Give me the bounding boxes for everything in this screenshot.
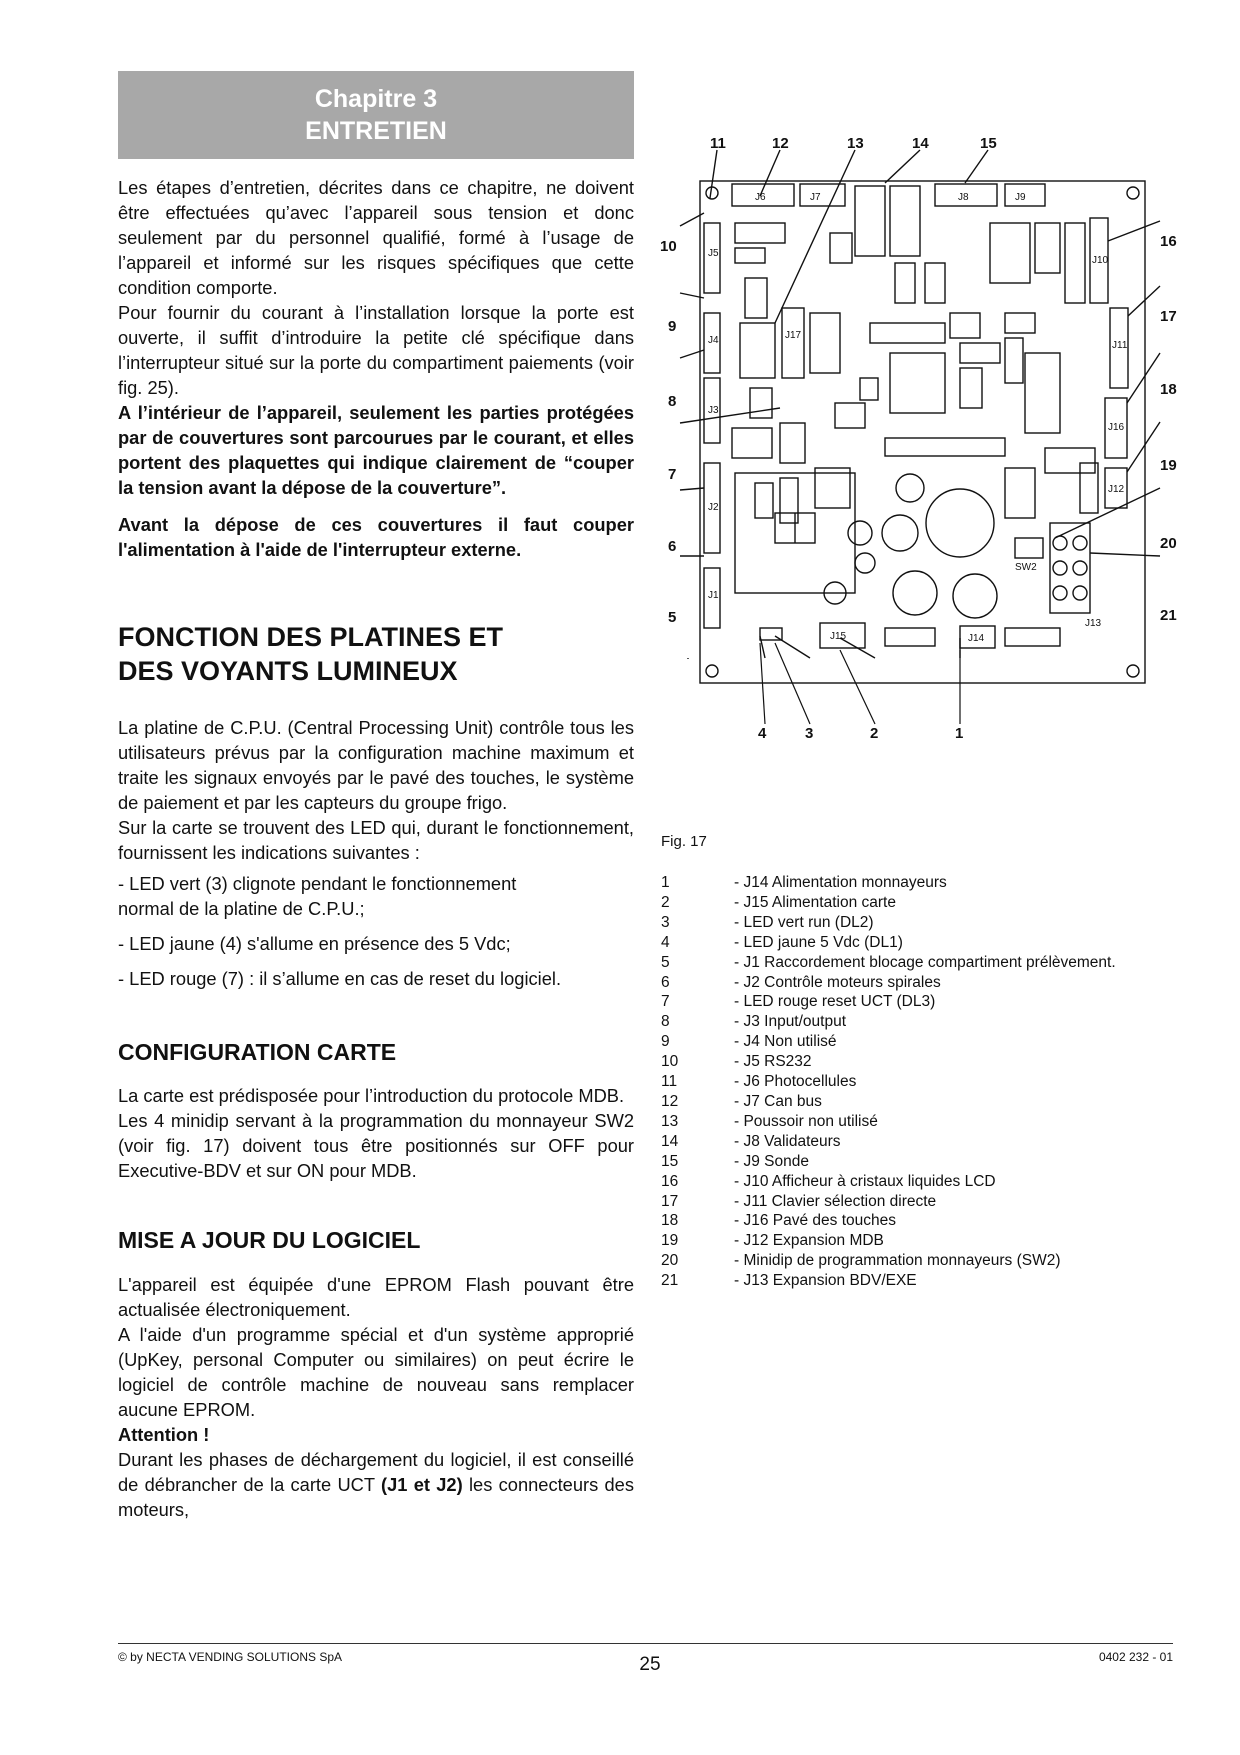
chapter-number: Chapitre 3 (314, 85, 438, 113)
callout-18: 18 (1160, 381, 1177, 398)
legend-row (661, 913, 1116, 933)
callout-16: 16 (1160, 233, 1177, 250)
fonction-block (118, 715, 634, 1001)
intro-warning: A l’intérieur de l’appareil, seulement les parties protégées par de couvertures sont parcourues par le courant, et elles portent des plaquettes qui indique clairement de “couper la tension avant la dépose de la couverture”. (118, 402, 634, 498)
label-j9: J9 (1015, 192, 1026, 203)
callout-9: 9 (668, 318, 677, 335)
legend-number: 4 (661, 933, 670, 951)
legend-row (661, 1092, 1116, 1112)
legend-number: 21 (661, 1272, 679, 1290)
callout-6: 6 (668, 538, 677, 555)
legend-row (661, 953, 1116, 973)
callout-7: 7 (668, 466, 677, 483)
callout-5: 5 (668, 609, 677, 626)
legend-number: 12 (661, 1092, 679, 1110)
legend-text: - J2 Contrôle moteurs spirales (734, 973, 941, 991)
label-j14: J14 (968, 633, 985, 644)
figure-caption: Fig. 17 (661, 833, 707, 850)
callout-12: 12 (772, 138, 789, 152)
callout-17: 17 (1160, 308, 1177, 325)
legend-row (661, 1231, 1116, 1251)
minidip-sw2 (1015, 538, 1043, 558)
section-title-line-2: DES VOYANTS LUMINEUX (118, 656, 458, 686)
callout-21: 21 (1160, 607, 1177, 624)
update-paragraph-2: A l'aide d'un programme spécial et d'un système approprié (UpKey, personal Computer ou similaires) on peut écrire le logiciel de contrôle machine de nouveau sans remplacer aucune EPROM. (118, 1324, 634, 1420)
legend-row (661, 1251, 1116, 1271)
legend-number: 2 (661, 893, 670, 911)
legend-number: 10 (661, 1053, 679, 1071)
legend-row (661, 873, 1116, 893)
label-j12: J12 (1108, 484, 1125, 495)
label-j16: J16 (1108, 422, 1125, 433)
legend-row (661, 1132, 1116, 1152)
intro-warning-2: Avant la dépose de ces couvertures il faut couper l'alimentation à l'aide de l'interrupteur externe. (118, 514, 634, 560)
legend-number: 13 (661, 1112, 679, 1130)
legend-number: 14 (661, 1132, 679, 1150)
label-j10: J10 (1092, 255, 1109, 266)
section-title-update: MISE A JOUR DU LOGICIEL (118, 1227, 421, 1253)
legend-number: 9 (661, 1033, 670, 1051)
legend-number: 5 (661, 953, 670, 971)
circuit-board-figure (660, 138, 1180, 753)
legend-text: - Minidip de programmation monnayeurs (SW2) (734, 1252, 1061, 1270)
legend-text: - J6 Photocellules (734, 1073, 857, 1091)
legend-number: 7 (661, 993, 670, 1011)
label-j2: J2 (708, 502, 719, 513)
callout-14: 14 (912, 138, 929, 152)
intro-paragraph-1: Les étapes d’entretien, décrites dans ce chapitre, ne doivent être effectuées qu’avec l’appareil sous tension et donc seulement par du personnel qualifié, formé à l’usage de l’appareil et informé sur les risques spécifiques que cette condition comporte. (118, 177, 634, 298)
footer-copyright: © by NECTA VENDING SOLUTIONS SpA (118, 1650, 343, 1664)
update-block (118, 1272, 634, 1522)
callout-8: 8 (668, 393, 677, 410)
legend-text: - J11 Clavier sélection directe (734, 1192, 937, 1210)
fonction-paragraph-2: Sur la carte se trouvent des LED qui, durant le fonctionnement, fournissent les indications suivantes : (118, 817, 634, 863)
legend-text: - J1 Raccordement blocage compartiment prélèvement. (734, 953, 1116, 971)
label-j13: J13 (1085, 618, 1102, 629)
legend-text: - J15 Alimentation carte (734, 893, 896, 911)
callout-4: 4 (758, 725, 767, 742)
legend-text: - J4 Non utilisé (734, 1033, 837, 1051)
legend-number: 11 (661, 1073, 678, 1091)
callout-2: 2 (870, 725, 879, 742)
legend-row (661, 1012, 1116, 1032)
capacitor-large (926, 489, 994, 557)
mount-hole (706, 665, 718, 677)
section-title-fonction (118, 620, 658, 688)
board-outline (700, 181, 1145, 683)
cpu-chip (890, 353, 945, 413)
legend-row (661, 973, 1116, 993)
legend-text: - LED rouge reset UCT (DL3) (734, 993, 936, 1011)
legend-row (661, 1112, 1116, 1132)
legend-text: - J9 Sonde (734, 1152, 809, 1170)
update-p3-text: Durant les phases de déchargement du logiciel, il est conseillé de débrancher de la carte UCT (118, 1449, 634, 1495)
legend-row (661, 933, 1116, 953)
update-p3-tail: les connecteurs des moteurs, (118, 1474, 634, 1520)
section-title-line-1: FONCTION DES PLATINES ET (118, 622, 504, 652)
chapter-title: ENTRETIEN (305, 117, 447, 145)
legend-number: 17 (661, 1192, 679, 1210)
config-paragraph-2: Les 4 minidip servant à la programmation du monnayeur SW2 (voir fig. 17) doivent tous être positionnés sur OFF pour Executive-BDV et sur ON pour MDB. (118, 1110, 634, 1181)
legend-number: 8 (661, 1013, 670, 1031)
legend-text: - J16 Pavé des touches (734, 1212, 896, 1230)
legend-row (661, 1192, 1116, 1212)
legend-text: - J7 Can bus (734, 1092, 822, 1110)
section-title-config: CONFIGURATION CARTE (118, 1039, 397, 1065)
callout-3: 3 (805, 725, 814, 742)
legend-text: - Poussoir non utilisé (734, 1112, 878, 1130)
legend-row (661, 1172, 1116, 1192)
legend-text: - LED vert run (DL2) (734, 913, 874, 931)
label-j3: J3 (708, 405, 719, 416)
legend-row (661, 1072, 1116, 1092)
led-item-yellow: - LED jaune (4) s'allume en présence des 5 Vdc; (118, 933, 511, 954)
led-item-red: - LED rouge (7) : il s’allume en cas de reset du logiciel. (118, 968, 562, 989)
intro-block (118, 175, 634, 562)
document-code: 0402 232 - 01 (1098, 1650, 1173, 1664)
callout-13: 13 (847, 138, 864, 152)
label-j7: J7 (810, 192, 821, 203)
label-sw2: SW2 (1015, 562, 1037, 573)
callout-20: 20 (1160, 535, 1177, 552)
config-paragraph-1: La carte est prédisposée pour l’introduction du protocole MDB. (118, 1085, 625, 1106)
label-j4: J4 (708, 335, 719, 346)
legend-text: - J12 Expansion MDB (734, 1232, 884, 1250)
legend-text: - LED jaune 5 Vdc (DL1) (734, 933, 903, 951)
legend-row (661, 1152, 1116, 1172)
callout-15: 15 (980, 138, 997, 152)
label-j6: J6 (755, 192, 766, 203)
legend-row (661, 1271, 1116, 1291)
fonction-paragraph-1: La platine de C.P.U. (Central Processing Unit) contrôle tous les utilisateurs prévus par la configuration machine maximum et traite les signaux envoyés par le pavé des touches, le système de paiement et par les capteurs du groupe frigo. (118, 717, 634, 813)
callout-10: 10 (660, 238, 677, 255)
legend-text: - J10 Afficheur à cristaux liquides LCD (734, 1172, 996, 1190)
legend-row (661, 992, 1116, 1012)
callout-11: 11 (710, 138, 726, 152)
mount-hole (1127, 665, 1139, 677)
chapter-header (118, 71, 634, 159)
callout-numbers (660, 138, 1177, 742)
legend-row (661, 1052, 1116, 1072)
figure-legend (661, 873, 1116, 1291)
label-j15: J15 (830, 631, 847, 642)
callout-1: 1 (955, 725, 964, 742)
label-j17: J17 (785, 330, 802, 341)
legend-number: 20 (661, 1252, 679, 1270)
update-p3-bold: (J1 et J2) (381, 1474, 463, 1495)
legend-text: - J3 Input/output (734, 1013, 847, 1031)
legend-row (661, 893, 1116, 913)
label-j5: J5 (708, 248, 719, 259)
update-paragraph-1: L'appareil est équipée d'une EPROM Flash pouvant être actualisée électroniquement. (118, 1274, 634, 1320)
legend-number: 6 (661, 973, 670, 991)
config-block (118, 1083, 634, 1183)
led-item-green: - LED vert (3) clignote pendant le fonctionnement normal de la platine de C.P.U.; (118, 873, 517, 919)
label-j11: J11 (1112, 340, 1128, 351)
legend-text: - J13 Expansion BDV/EXE (734, 1272, 917, 1290)
update-attention: Attention ! (118, 1424, 210, 1445)
footer-divider (118, 1643, 1173, 1644)
legend-text: - J8 Validateurs (734, 1132, 841, 1150)
led-list (118, 871, 634, 991)
label-j1: J1 (708, 590, 719, 601)
callout-19: 19 (1160, 457, 1177, 474)
intro-paragraph-2: Pour fournir du courant à l’installation lorsque la porte est ouverte, il suffit d’introduire la petite clé spécifique dans l’interrupteur situé sur la porte du compartiment paiements (voir fig. 25). (118, 302, 634, 398)
legend-text: - J5 RS232 (734, 1053, 812, 1071)
page-number: 25 (639, 1654, 661, 1675)
legend-number: 3 (661, 913, 670, 931)
update-paragraph-3 (118, 1447, 634, 1522)
circuit-board-diagram (660, 138, 1180, 753)
legend-row (661, 1032, 1116, 1052)
legend-number: 19 (661, 1232, 679, 1250)
legend-number: 16 (661, 1172, 679, 1190)
mount-hole (1127, 187, 1139, 199)
legend-row (661, 1211, 1116, 1231)
legend-number: 18 (661, 1212, 679, 1230)
legend-number: 1 (661, 874, 670, 891)
legend-number: 15 (661, 1152, 679, 1170)
legend-text: - J14 Alimentation monnayeurs (734, 874, 947, 891)
label-j8: J8 (958, 192, 969, 203)
